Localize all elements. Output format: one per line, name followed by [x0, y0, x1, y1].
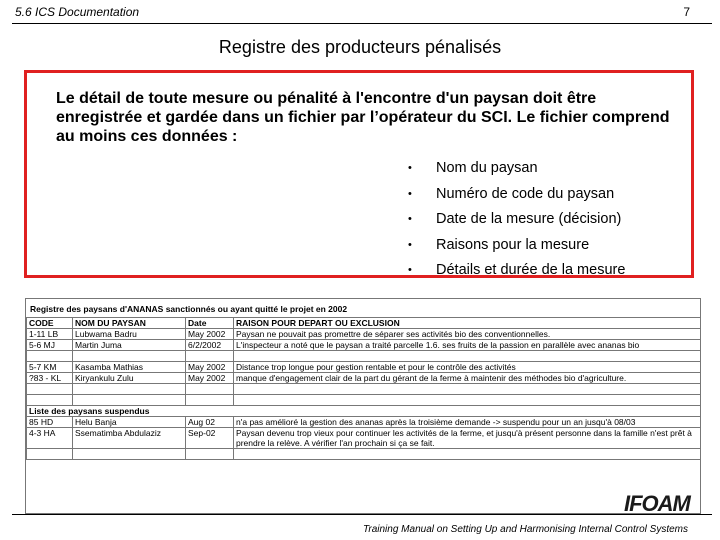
table-cell: Paysan devenu trop vieux pour continuer les activités de la ferme, et jusqu'à présent personne dans la famille n'est prêt à prendre la relève. A vérifier l'an prochain si ça se fait.: [234, 428, 701, 449]
table-cell: [27, 351, 73, 362]
table-cell: 4-3 HA: [27, 428, 73, 449]
table-cell: Paysan ne pouvait pas promettre de séparer ses activités bio des conventionnelles.: [234, 329, 701, 340]
footer-rule: [12, 514, 712, 515]
table-row: [27, 428, 701, 449]
empty-row: [27, 384, 701, 395]
table-cell: [234, 384, 701, 395]
table-cell: 5-7 KM: [27, 362, 73, 373]
bullet-item: [408, 182, 625, 208]
table-cell: [234, 351, 701, 362]
bullet-label: Date de la mesure (décision): [436, 211, 622, 227]
bullet-label: Nom du paysan: [436, 160, 538, 176]
register-table: [26, 317, 701, 460]
table-cell: [234, 395, 701, 406]
suspended-section-row: [27, 406, 701, 417]
table-cell: [73, 351, 186, 362]
table-header-row: [27, 318, 701, 329]
bullet-item: [408, 233, 625, 259]
intro-text: Le détail de toute mesure ou pénalité à l'encontre d'un paysan doit être enregistrée et gardée dans un fichier par l’opérateur du SCI. Le fichier comprend au moins ces données :: [56, 90, 670, 145]
register-scan: [25, 298, 701, 514]
table-cell: Helu Banja: [73, 417, 186, 428]
data-bullet-list: [408, 156, 625, 284]
table-cell: [186, 384, 234, 395]
bullet-icon: •: [408, 213, 412, 225]
table-cell: May 2002: [186, 362, 234, 373]
header-rule: [12, 23, 712, 24]
table-cell: 6/2/2002: [186, 340, 234, 351]
table-cell: Aug 02: [186, 417, 234, 428]
table-cell: [186, 351, 234, 362]
table-row: [27, 417, 701, 428]
table-row: [27, 340, 701, 351]
empty-row: [27, 351, 701, 362]
table-cell: L'inspecteur a noté que le paysan a traité parcelle 1.6. ses fruits de la passion en parallèle avec ananas bio: [234, 340, 701, 351]
column-header: Date: [186, 318, 234, 329]
bullet-item: [408, 156, 625, 182]
table-cell: Lubwama Badru: [73, 329, 186, 340]
page-number: 7: [683, 5, 690, 19]
table-cell: [27, 395, 73, 406]
table-cell: 5-6 MJ: [27, 340, 73, 351]
bullet-item: [408, 207, 625, 233]
header-section: 5.6 ICS Documentation: [15, 5, 140, 19]
table-row: [27, 362, 701, 373]
table-cell: [73, 384, 186, 395]
empty-row: [27, 395, 701, 406]
table-cell: n'a pas amélioré la gestion des ananas après la troisième demande -> suspendu pour un an jusqu'à 08/03: [234, 417, 701, 428]
bullet-icon: •: [408, 187, 412, 200]
bullet-item: [408, 258, 625, 284]
bullet-icon: •: [408, 162, 412, 174]
bullet-label: Raisons pour la mesure: [436, 236, 590, 253]
suspended-title: Liste des paysans suspendus: [27, 406, 701, 417]
table-cell: [186, 449, 234, 460]
table-cell: Sep-02: [186, 428, 234, 449]
bullet-icon: •: [408, 264, 412, 276]
empty-row: [27, 449, 701, 460]
table-cell: [27, 449, 73, 460]
table-cell: 85 HD: [27, 417, 73, 428]
table-cell: [73, 449, 186, 460]
footer-text: Training Manual on Setting Up and Harmonising Internal Control Systems: [363, 524, 688, 535]
table-cell: May 2002: [186, 373, 234, 384]
table-cell: [186, 395, 234, 406]
bullet-label: Numéro de code du paysan: [436, 185, 615, 202]
table-cell: [73, 395, 186, 406]
column-header: CODE: [27, 318, 73, 329]
table-cell: [234, 449, 701, 460]
ifoam-logo: IFOAM: [624, 491, 690, 516]
column-header: NOM DU PAYSAN: [73, 318, 186, 329]
bullet-label: Détails et durée de la mesure: [436, 262, 626, 278]
table-cell: Distance trop longue pour gestion rentable et pour le contrôle des activités: [234, 362, 701, 373]
table-cell: manque d'engagement clair de la part du gérant de la ferme à maintenir des méthodes bio d'agriculture.: [234, 373, 701, 384]
table-cell: May 2002: [186, 329, 234, 340]
slide-title: Registre des producteurs pénalisés: [218, 37, 502, 57]
table-row: [27, 329, 701, 340]
table-row: [27, 373, 701, 384]
table-cell: Martin Juma: [73, 340, 186, 351]
column-header: RAISON POUR DEPART OU EXCLUSION: [234, 318, 701, 329]
table-cell: Kiryankulu Zulu: [73, 373, 186, 384]
table-cell: [27, 384, 73, 395]
table-cell: ?83 - KL: [27, 373, 73, 384]
table-cell: 1-11 LB: [27, 329, 73, 340]
bullet-icon: •: [408, 238, 412, 251]
register-title: Registre des paysans d'ANANAS sanctionnés ou ayant quitté le projet en 2002: [30, 304, 348, 314]
table-cell: Kasamba Mathias: [73, 362, 186, 373]
table-cell: Ssematimba Abdulaziz: [73, 428, 186, 449]
